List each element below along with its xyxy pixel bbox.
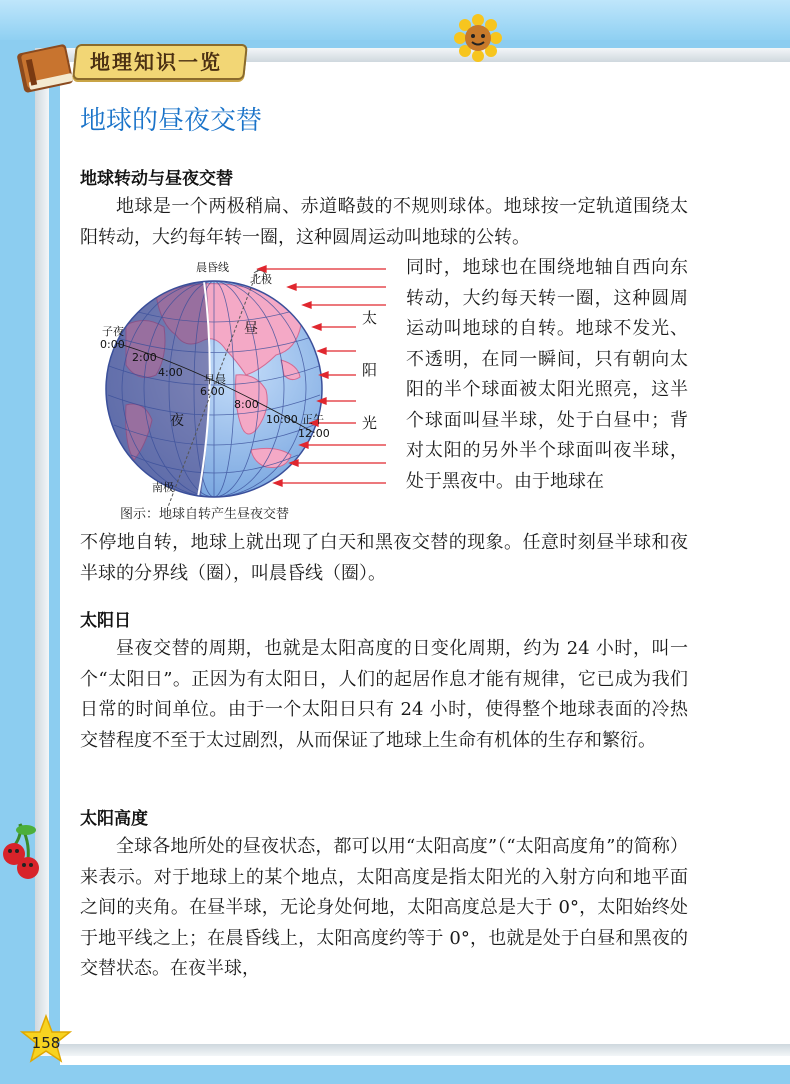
label-south-pole: 南极 xyxy=(152,481,174,494)
label-north-pole: 北极 xyxy=(250,273,272,286)
sky-background xyxy=(0,0,790,40)
cherry-icon xyxy=(0,820,42,882)
paragraph-rotation-wrap: 同时，地球也在围绕地轴自西向东转动，大约每天转一圈，这种圆周运动叫地球的自转。地球不发光、不透明，在同一瞬间，只有朝向太阳的半个球面被太阳光照亮，这半个球面叫昼半球，处于白昼中；背对太阳的另外半个球面叫夜半球，处于黑夜中。由于地球在 xyxy=(406,257,688,492)
sunflower-icon xyxy=(454,14,502,64)
paragraph-solar-altitude: 全球各地所处的昼夜状态，都可以用“太阳高度”（“太阳高度角”的简称）来表示。对于地球上的某个地点，太阳高度是指太阳光的入射方向和地平面之间的夹角。在昼半球，无论身处何地，太阳高度总是大于 0°，太阳始终处于地平线之上；在晨昏线上，太阳高度约等于 0°，也就是处于白昼和黑夜的交替状态。在夜半球， xyxy=(80,836,688,979)
label-time-0200: 2:00 xyxy=(132,351,157,364)
label-noon: 正午 xyxy=(302,413,324,426)
section-heading-solar-altitude: 太阳高度 xyxy=(80,809,148,829)
label-time-1000: 10:00 xyxy=(266,413,298,426)
frame-bottom-bar xyxy=(35,1044,790,1056)
label-time-1200: 12:00 xyxy=(298,427,330,440)
label-dawn: 早晨 xyxy=(204,373,226,386)
label-sun-2: 阳 xyxy=(362,361,378,379)
section-heading-solar-day: 太阳日 xyxy=(80,611,131,631)
earth-rotation-figure xyxy=(86,255,402,517)
label-midnight: 子夜 xyxy=(102,325,124,338)
paragraph-rotation-end: 不停地自转，地球上就出现了白天和黑夜交替的现象。任意时刻昼半球和夜半球的分界线（圈），叫晨昏线（圈）。 xyxy=(80,532,688,584)
paragraph-solar-day: 昼夜交替的周期，也就是太阳高度的日变化周期，约为 24 小时，叫一个“太阳日”。正因为有太阳日，人们的起居作息才能有规律，它已成为我们日常的时间单位。由于一个太阳日只有 24 小时，使得整个地球表面的冷热交替程度不至于太过剧烈，从而保证了地球上生命有机体的生存和繁衍。 xyxy=(80,638,688,751)
night-hemisphere-shade xyxy=(86,255,210,517)
label-time-0400: 4:00 xyxy=(158,366,183,379)
label-sun-3: 光 xyxy=(362,414,378,432)
label-day: 昼 xyxy=(244,321,258,337)
section-banner-label: 地理知识一览 xyxy=(90,50,222,74)
paragraph-rotation-intro: 地球是一个两极稍扁、赤道略鼓的不规则球体。地球按一定轨道围绕太阳转动，大约每年转一圈，这种圆周运动叫地球的公转。 xyxy=(80,196,688,248)
page-title: 地球的昼夜交替 xyxy=(80,106,263,136)
label-night: 夜 xyxy=(170,413,184,429)
book-icon xyxy=(14,38,80,96)
label-time-0000: 0:00 xyxy=(100,338,125,351)
label-sun-1: 太 xyxy=(362,309,378,327)
frame-left-bar xyxy=(35,48,49,1048)
label-time-0800: 8:00 xyxy=(234,398,259,411)
page-number: 158 xyxy=(31,1034,61,1052)
label-terminator: 晨昏线 xyxy=(196,261,229,274)
section-heading-rotation: 地球转动与昼夜交替 xyxy=(80,169,233,189)
figure-caption: 图示：地球自转产生昼夜交替 xyxy=(120,507,290,522)
label-time-0600: 6:00 xyxy=(200,385,225,398)
